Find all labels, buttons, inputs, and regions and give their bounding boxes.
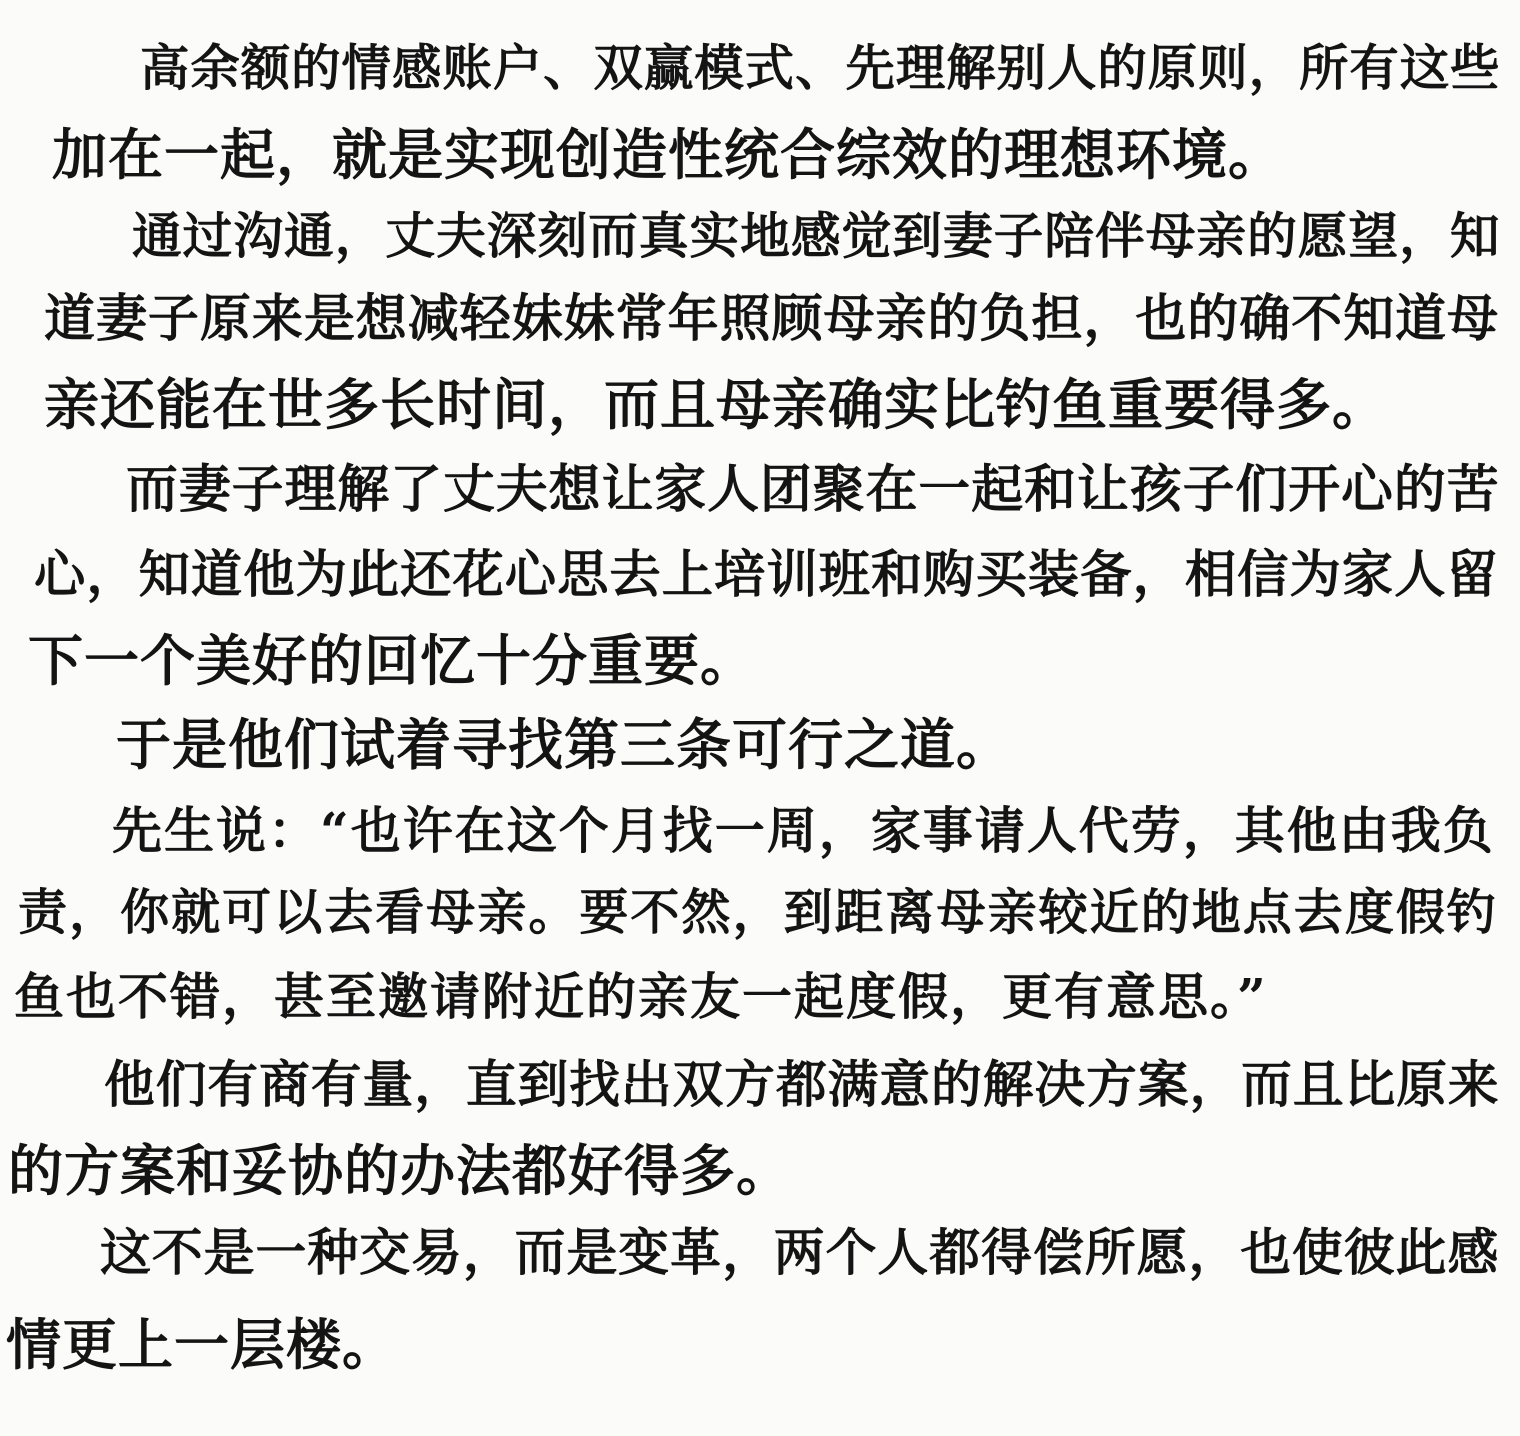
text-line: 通过沟通，丈夫深刻而真实地感觉到妻子陪伴母亲的愿望，知 [132,207,1501,265]
text-line: 责，你就可以去看母亲。要不然，到距离母亲较近的地点去度假钓 [18,883,1498,941]
text-line: 而妻子理解了丈夫想让家人团聚在一起和让孩子们开心的苦 [126,460,1500,520]
text-line: 于是他们试着寻找第三条可行之道。 [116,713,1013,777]
text-line: 高余额的情感账户、双赢模式、先理解别人的原则，所有这些 [140,39,1501,97]
text-line: 加在一起，就是实现创造性统合综效的理想环境。 [52,123,1285,187]
text-line: 他们有商有量，直到找出双方都满意的解决方案，而且比原来 [104,1055,1500,1114]
text-line: 情更上一层楼。 [6,1313,399,1377]
text-line: 的方案和妥协的办法都好得多。 [8,1139,793,1203]
text-line: 鱼也不错，甚至邀请附近的亲友一起度假，更有意思。” [14,967,1268,1026]
text-line: 心，知道他为此还花心思去上培训班和购买装备，相信为家人留 [34,545,1499,605]
text-line: 下一个美好的回忆十分重要。 [28,629,757,693]
text-line: 这不是一种交易，而是变革，两个人都得偿所愿，也使彼此感 [100,1223,1500,1282]
text-line: 亲还能在世多长时间，而且母亲确实比钓鱼重要得多。 [44,373,1389,437]
text-line: 道妻子原来是想减轻妹妹常年照顾母亲的负担，也的确不知道母 [44,290,1500,349]
text-line: 先生说：“也许在这个月找一周，家事请人代劳，其他由我负 [112,801,1495,860]
